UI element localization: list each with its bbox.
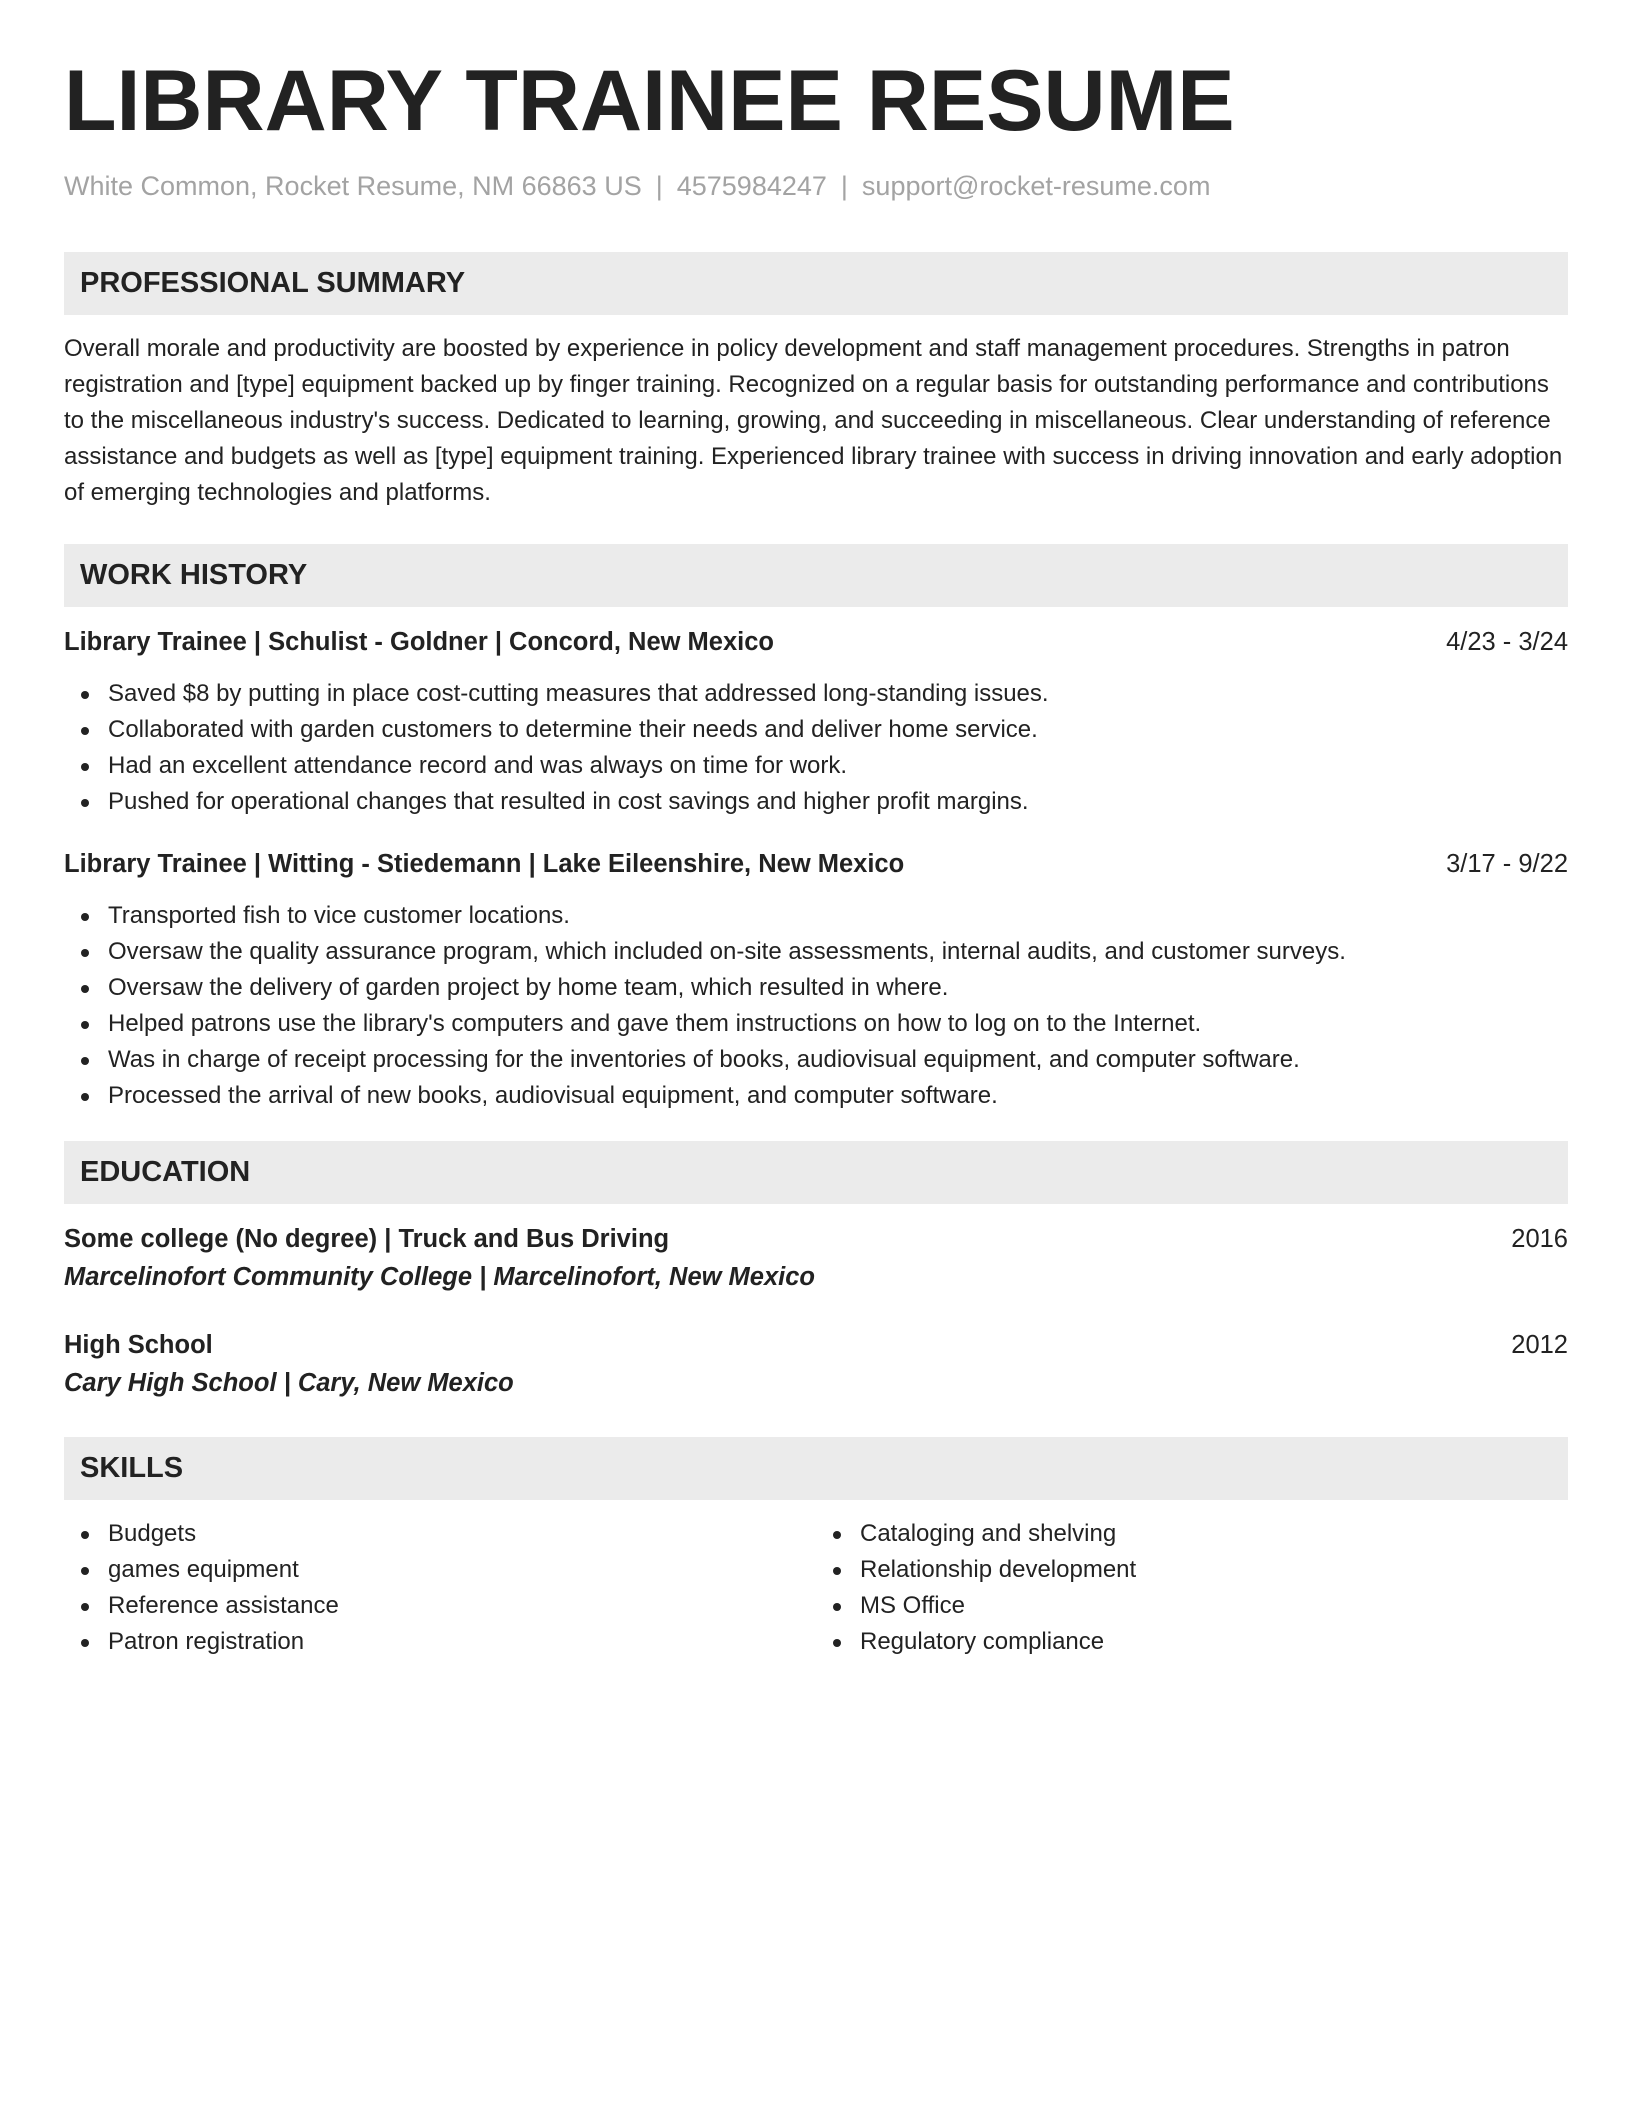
education-school: Cary High School | Cary, New Mexico [64, 1369, 514, 1398]
job-bullet: Collaborated with garden customers to determine their needs and deliver home service. [64, 712, 1568, 748]
section-header-skills: SKILLS [64, 1437, 1568, 1500]
contact-address: White Common, Rocket Resume, NM 66863 US [64, 171, 642, 201]
job-title: Library Trainee | Witting - Stiedemann | Lake Eileenshire, New Mexico [64, 850, 905, 879]
job-bullets [64, 898, 1568, 1114]
job-dates: 4/23 - 3/24 [1446, 628, 1568, 657]
education-year: 2012 [1511, 1331, 1568, 1360]
skills-list [816, 1516, 1568, 1660]
contact-line [64, 170, 1568, 202]
skills-grid [64, 1516, 1568, 1660]
skill-item: Budgets [64, 1516, 816, 1552]
education-degree: High School [64, 1331, 213, 1360]
skills-column-left [64, 1516, 816, 1660]
skill-item: Relationship development [816, 1552, 1568, 1588]
education-header [64, 1328, 1568, 1362]
skill-item: games equipment [64, 1552, 816, 1588]
section-header-work-history: WORK HISTORY [64, 544, 1568, 607]
job-header [64, 847, 1568, 881]
skill-item: Regulatory compliance [816, 1624, 1568, 1660]
job-title: Library Trainee | Schulist - Goldner | Concord, New Mexico [64, 628, 775, 657]
contact-separator: | [655, 171, 663, 201]
skill-item: MS Office [816, 1588, 1568, 1624]
skill-item: Reference assistance [64, 1588, 816, 1624]
job-header [64, 625, 1568, 659]
skill-item: Patron registration [64, 1624, 816, 1660]
job-bullet: Had an excellent attendance record and was always on time for work. [64, 748, 1568, 784]
skill-item: Cataloging and shelving [816, 1516, 1568, 1552]
education-header [64, 1222, 1568, 1256]
job-bullet: Oversaw the quality assurance program, which included on-site assessments, internal audits, and customer surveys. [64, 934, 1568, 970]
contact-phone: 4575984247 [676, 171, 827, 201]
education-degree: Some college (No degree) | Truck and Bus Driving [64, 1225, 670, 1254]
job-bullet: Transported fish to vice customer locations. [64, 898, 1568, 934]
contact-email: support@rocket-resume.com [861, 171, 1211, 201]
summary-text: Overall morale and productivity are boosted by experience in policy development and staff management procedures. Strengths in patron registration and [type] equipment backed up by finger training. Recognized on a regular basis for outstanding performance and contributions to the miscellaneous industry's success. Dedicated to learning, growing, and succeeding in miscellaneous. Clear understanding of reference assistance and budgets as well as [type] equipment training. Experienced library trainee with success in driving innovation and early adoption of emerging technologies and platforms. [64, 335, 1563, 507]
job-entry [64, 625, 1568, 820]
contact-separator: | [840, 171, 848, 201]
job-bullets [64, 676, 1568, 820]
job-bullet: Saved $8 by putting in place cost-cutting measures that addressed long-standing issues. [64, 676, 1568, 712]
skills-list [64, 1516, 816, 1660]
job-bullet: Pushed for operational changes that resulted in cost savings and higher profit margins. [64, 784, 1568, 820]
job-bullet: Processed the arrival of new books, audiovisual equipment, and computer software. [64, 1078, 1568, 1114]
job-bullet: Helped patrons use the library's computers and gave them instructions on how to log on to the Internet. [64, 1006, 1568, 1042]
education-school: Marcelinofort Community College | Marcelinofort, New Mexico [64, 1263, 815, 1292]
job-bullet: Was in charge of receipt processing for the inventories of books, audiovisual equipment, and computer software. [64, 1042, 1568, 1078]
job-dates: 3/17 - 9/22 [1446, 850, 1568, 879]
section-header-education: EDUCATION [64, 1141, 1568, 1204]
education-entry [64, 1328, 1568, 1400]
section-header-summary: PROFESSIONAL SUMMARY [64, 252, 1568, 315]
education-entry [64, 1222, 1568, 1294]
job-entry [64, 847, 1568, 1114]
resume-title: LIBRARY TRAINEE RESUME [64, 53, 1235, 149]
education-year: 2016 [1511, 1225, 1568, 1254]
skills-column-right [816, 1516, 1568, 1660]
job-bullet: Oversaw the delivery of garden project by home team, which resulted in where. [64, 970, 1568, 1006]
